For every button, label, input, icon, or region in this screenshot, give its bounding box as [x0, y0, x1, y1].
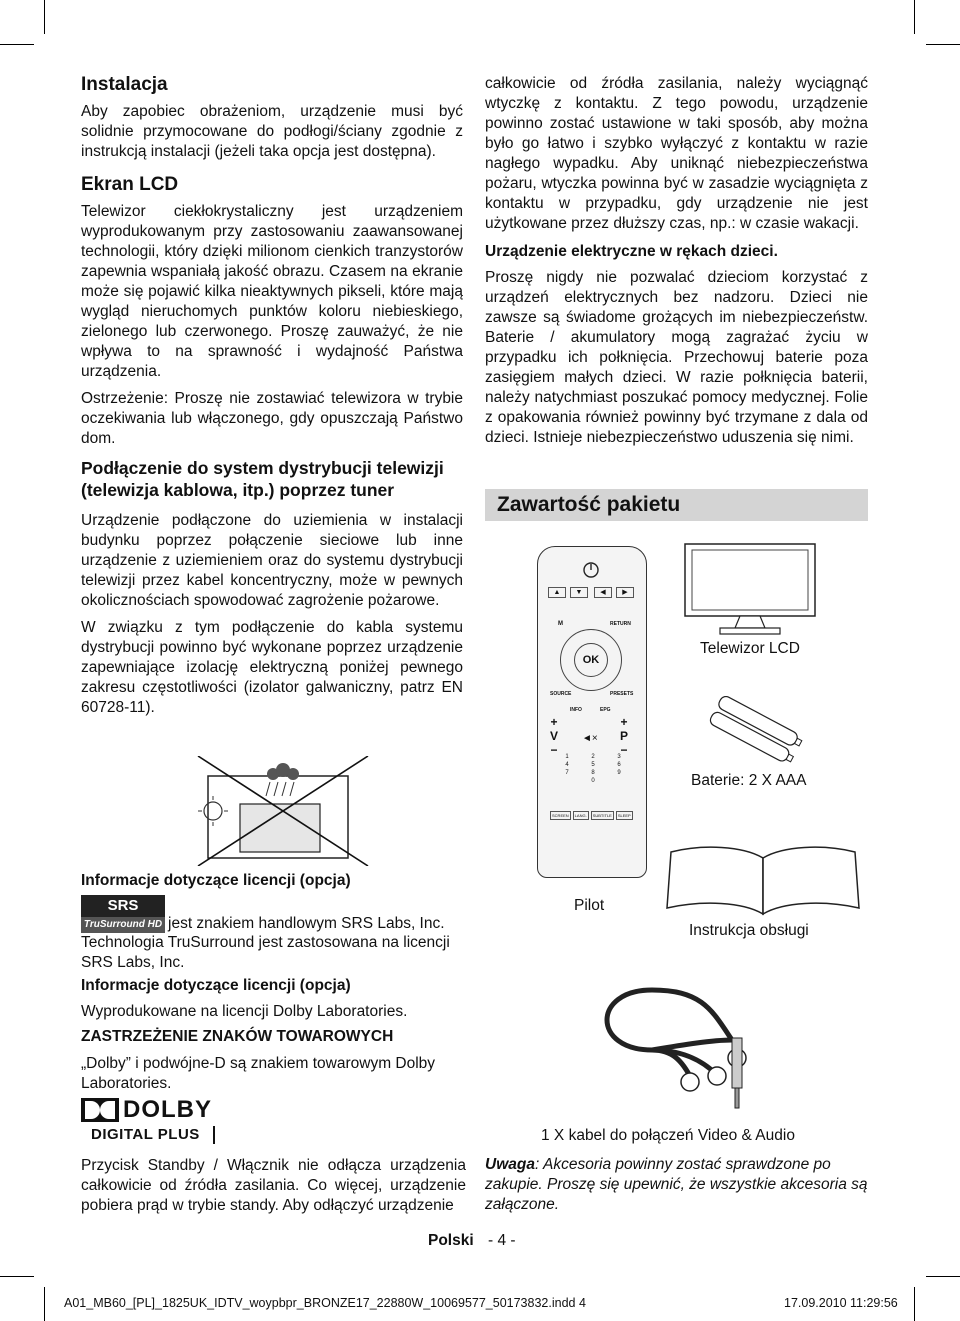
av-cable-caption: 1 X kabel do połączeń Video & Audio	[541, 1127, 795, 1144]
remote-info-key: INFO	[570, 707, 582, 713]
srs-license-text: Technologia TruSurround jest zastosowana na licencji SRS Labs, Inc.	[81, 934, 450, 971]
cable-isolator-text: W związku z tym podłączenie do kabla systemu dystrybucji powinno być wykonane poprzez urządzenie zapewniające izolację elektryczną poniżej pewnego zakresu częstotliwości (izolator galwaniczny, patrz EN 60728-11).	[81, 619, 463, 716]
crop-mark	[0, 1276, 34, 1277]
srs-logo-subtitle: TruSurround HD	[81, 917, 165, 933]
av-cable-illustration	[582, 950, 782, 1120]
trademark-heading: ZASTRZEŻENIE ZNAKÓW TOWAROWYCH	[81, 1028, 394, 1045]
remote-presets-key: PRESETS	[610, 691, 634, 697]
page-language: Polski	[428, 1232, 474, 1249]
page-number: - 4 -	[487, 1232, 516, 1249]
double-d-icon	[81, 1098, 119, 1122]
digit-key: 6	[617, 762, 621, 768]
tv-weather-warning-illustration	[178, 756, 378, 866]
batteries-illustration	[700, 696, 812, 766]
manual-book-illustration	[663, 838, 863, 918]
digit-key: 3	[617, 754, 621, 760]
left-column	[81, 74, 463, 725]
remote-ok-key: OK	[574, 643, 608, 677]
left-arrow-icon: ◀	[594, 587, 612, 598]
crop-mark	[926, 44, 960, 45]
remote-bottom-keys	[550, 811, 638, 820]
srs-logo-wordmark: SRS	[81, 895, 165, 917]
installation-text: Aby zapobiec obrażeniom, urządzenie musi być solidnie przymocowane do podłogi/ściany zgodnie z instrukcją instalacji (jeżeli taka opcja jest dostępna).	[81, 103, 463, 160]
lcd-text: Telewizor ciekłokrystaliczny jest urządzeniem wyprodukowanym przy zastosowaniu zaawansowanej technologii, który dzięki milionom cienkich tranzystorów zapewnia wspaniałą jakość obrazu. Czasem na ekranie może się pojawić kilka nieaktywnych pikseli, które mają wygląd nieruchomych punktów koloru niebieskiego, zielonego lub czerwonego. Proszę zauważyć, że nie wpływa to na sprawność i wydajność Państwa urządzenia.	[81, 203, 463, 380]
dolby-license-text: Wyprodukowane na licencji Dolby Laboratories.	[81, 1003, 408, 1020]
crop-mark	[44, 0, 45, 34]
lcd-warning: Ostrzeżenie: Proszę nie zostawiać telewizora w trybie oczekiwania lub włączonego, gdy opuszczają Państwo dom.	[81, 390, 463, 447]
srs-trademark-inline: jest znakiem handlowym SRS Labs, Inc.	[168, 915, 445, 932]
tv-caption: Telewizor LCD	[700, 640, 800, 657]
children-text: Proszę nigdy nie pozwalać dzieciom korzystać z urządzeń elektrycznych bez nadzoru. Dzieci nie zawsze są świadome grożących im niebezpieczeństw. Baterie / akumulatory mogą zagrażać życiu w przypadku ich połknięcia. Przechowuj baterie poza zasięgiem małych dzieci. W razie połknięcia baterii, należy natychmiast poszukać pomocy medycznej. Folie z opakowania również powinny być trzymane z dala od dzieci. Istnieje niebezpieczeństwo uduszenia się nimi.	[485, 269, 868, 446]
crop-mark	[914, 0, 915, 34]
note-label: Uwaga	[485, 1156, 535, 1173]
dolby-digital-plus-logo	[81, 1098, 215, 1146]
digit-key: 2	[591, 754, 595, 760]
dolby-wordmark: DOLBY	[123, 1096, 212, 1123]
remote-p-label: P	[620, 729, 629, 743]
digit-key: 5	[591, 762, 595, 768]
page-number-line	[428, 1232, 516, 1250]
license-heading-srs: Informacje dotyczące licencji (opcja)	[81, 872, 351, 889]
srs-trusurround-logo	[81, 895, 165, 935]
digit-key: 7	[565, 770, 569, 776]
remote-lang-key: LANG.	[574, 813, 587, 818]
crop-mark	[44, 1287, 45, 1321]
remote-m-key: M	[558, 621, 563, 627]
digit-key: 8	[591, 770, 595, 776]
footer-filename: A01_MB60_[PL]_1825UK_IDTV_woypbpr_BRONZE17_22880W_10069577_50173832.indd 4	[64, 1296, 586, 1310]
digit-key: 4	[565, 762, 569, 768]
digit-key: 1	[565, 754, 569, 760]
batteries-caption: Baterie: 2 X AAA	[691, 772, 807, 789]
power-icon	[582, 561, 600, 579]
lcd-tv-illustration	[680, 542, 820, 637]
remote-volume-key: + V −	[550, 715, 559, 757]
digit-key: 9	[617, 770, 621, 776]
remote-epg-key: EPG	[600, 707, 611, 713]
right-column	[485, 74, 868, 455]
children-heading: Urządzenie elektryczne w rękach dzieci.	[485, 243, 778, 260]
crop-mark	[926, 1276, 960, 1277]
remote-caption: Pilot	[574, 897, 605, 914]
right-arrow-icon: ▶	[616, 587, 634, 598]
down-arrow-icon: ▼	[570, 587, 588, 598]
cable-text: Urządzenie podłączone do uziemienia w instalacji budynku poprzez połączenie sieciowe lub inne urządzenie z uziemieniem oraz do systemu dystrybucji telewizji przez kabel koncentryczny, może w pewnych okolicznościach spowodować zagrożenie pożarowe.	[81, 512, 463, 609]
remote-source-key: SOURCE	[550, 691, 572, 697]
remote-control-illustration	[537, 546, 647, 878]
crop-mark	[914, 1287, 915, 1321]
footer-date: 17.09.2010 11:29:56	[784, 1296, 898, 1310]
remote-program-key: + P −	[620, 715, 629, 757]
note-text: : Akcesoria powinny zostać sprawdzone po zakupie. Proszę się upewnić, że wszystkie akcesoria są załączone.	[485, 1156, 868, 1213]
remote-return-key: RETURN	[610, 621, 631, 627]
package-contents-heading: Zawartość pakietu	[485, 489, 868, 521]
mute-icon: ◄×	[582, 733, 598, 744]
installation-heading: Instalacja	[81, 74, 168, 95]
lcd-heading: Ekran LCD	[81, 174, 179, 195]
remote-number-keys	[554, 753, 632, 785]
accessories-note	[485, 1155, 870, 1215]
manual-caption: Instrukcja obsługi	[689, 922, 809, 939]
up-arrow-icon: ▲	[548, 587, 566, 598]
crop-mark	[0, 44, 34, 45]
remote-subtitle-key: SUBTITLE	[592, 813, 612, 818]
remote-v-label: V	[550, 729, 559, 743]
dolby-digital-plus-label: DIGITAL PLUS	[81, 1126, 215, 1144]
standby-text: Przycisk Standby / Włącznik nie odłącza urządzenia całkowicie od źródła zasilania. Co więcej, urządzenie pobiera prąd w trybie standy. Aby odłączyć urządzenie	[81, 1157, 466, 1214]
license-heading-dolby: Informacje dotyczące licencji (opcja)	[81, 977, 351, 994]
remote-screen-key: SCREEN	[552, 813, 569, 818]
cable-heading: Podłączenie do system dystrybucji telewizji (telewizja kablowa, itp.) poprzez tuner	[81, 458, 444, 500]
digit-key: 0	[591, 778, 595, 784]
unplug-text: całkowicie od źródła zasilania, należy wyciągnąć wtyczkę z kontaktu. Z tego powodu, urządzenie powinno zostać ustawione w taki sposób, aby można było go łatwo i szybko wyłączyć z kontaktu w razie nagłego wypadku. Aby uniknąć niebezpieczeństwa pożaru, wtyczka powinna być w zasadzie wyciągnięta z kontaktu w przypadku, gdy urządzenie nie jest użytkowane przez dłuższy czas, np.: w czasie wakacji.	[485, 75, 868, 232]
trademark-text: „Dolby” i podwójne-D są znakiem towarowym Dolby Laboratories.	[81, 1055, 436, 1092]
remote-sleep-key: SLEEP	[617, 813, 631, 818]
